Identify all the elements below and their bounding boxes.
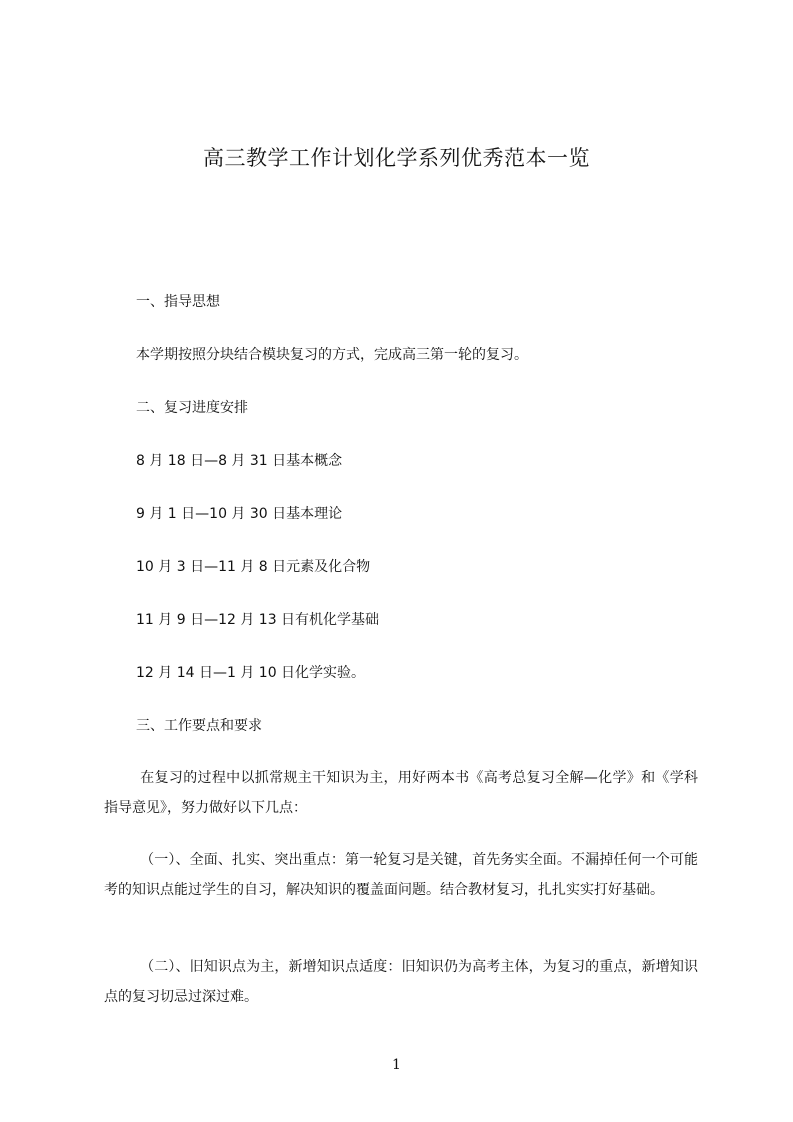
- schedule-item: 8 月 18 日—8 月 31 日基本概念: [136, 453, 343, 469]
- section-heading-schedule: 二、复习进度安排: [136, 400, 248, 416]
- schedule-item: 9 月 1 日—10 月 30 日基本理论: [136, 506, 343, 522]
- schedule-item: 12 月 14 日—1 月 10 日化学实验。: [136, 665, 366, 681]
- key-point-1: [104, 845, 698, 905]
- schedule-item: 10 月 3 日—11 月 8 日元素及化合物: [136, 559, 371, 575]
- section-body-guiding-ideology: 本学期按照分块结合模块复习的方式，完成高三第一轮的复习。: [136, 347, 528, 363]
- section-heading-guiding-ideology: 一、指导思想: [136, 294, 220, 310]
- key-point-2: [104, 952, 698, 1012]
- key-point-1-text: （一）、全面、扎实、突出重点：第一轮复习是关键，首先务实全面。不漏掉任何一个可能考的知识点能过学生的自习，解决知识的覆盖面问题。结合教材复习，扎扎实实打好基础。: [104, 852, 698, 898]
- intro-text: 在复习的过程中以抓常规主干知识为主，用好两本书《高考总复习全解—化学》和《学科指导意见》，努力做好以下几点：: [104, 770, 698, 816]
- section-heading-key-points: 三、工作要点和要求: [136, 718, 262, 734]
- schedule-item: 11 月 9 日—12 月 13 日有机化学基础: [136, 612, 380, 628]
- document-title: 高三教学工作计划化学系列优秀范本一览: [203, 146, 590, 170]
- key-point-2-text: （二）、旧知识点为主，新增知识点适度：旧知识仍为高考主体，为复习的重点，新增知识点的复习切忌过深过难。: [104, 959, 698, 1005]
- section-intro-key-points: [104, 763, 698, 823]
- page-number: 1: [392, 1057, 401, 1073]
